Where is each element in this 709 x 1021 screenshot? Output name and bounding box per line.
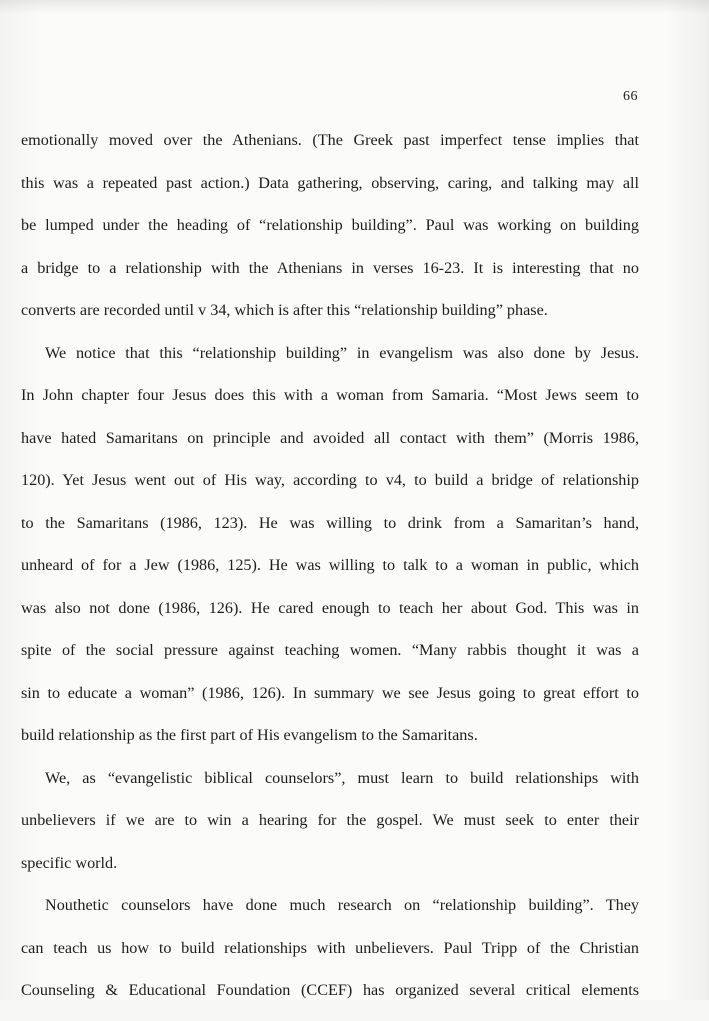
text-line: spite of the social pressure against teaching women. “Many rabbis thought it was a <box>21 641 639 659</box>
text-line: was also not done (1986, 126). He cared enough to teach her about God. This was in <box>21 598 639 617</box>
page-number: 66 <box>623 89 638 104</box>
text-line: to the Samaritans (1986, 123). He was willing to drink from a Samaritan’s hand, <box>21 513 639 532</box>
scan-shadow <box>0 0 709 14</box>
text-line: converts are recorded until v 34, which is after this “relationship building” phase. <box>21 301 548 319</box>
body-text <box>21 128 639 1021</box>
text-line: can teach us how to build relationships with unbelievers. Paul Tripp of the Christian <box>21 938 639 957</box>
text-line: In John chapter four Jesus does this with a woman from Samaria. “Most Jews seem to <box>21 386 639 404</box>
text-line: this was a repeated past action.) Data gathering, observing, caring, and talking may all <box>21 173 639 192</box>
text-line: We, as “evangelistic biblical counselors”, must learn to build relationships with <box>45 768 639 787</box>
text-line: have hated Samaritans on principle and avoided all contact with them” (Morris 1986, <box>21 428 639 447</box>
text-line: Counseling & Educational Foundation (CCEF) has organized several critical elements <box>21 981 639 999</box>
text-line: emotionally moved over the Athenians. (The Greek past imperfect tense implies that <box>21 131 639 149</box>
text-line: sin to educate a woman” (1986, 126). In summary we see Jesus going to great effort to <box>21 683 639 702</box>
text-line: 120). Yet Jesus went out of His way, according to v4, to build a bridge of relationship <box>21 471 639 489</box>
text-line: Nouthetic counselors have done much research on “relationship building”. They <box>45 896 639 914</box>
text-line: unheard of for a Jew (1986, 125). He was willing to talk to a woman in public, which <box>21 556 639 574</box>
text-line: build relationship as the first part of His evangelism to the Samaritans. <box>21 726 478 744</box>
text-line: We notice that this “relationship building” in evangelism was also done by Jesus. <box>45 343 639 362</box>
text-line: a bridge to a relationship with the Athenians in verses 16-23. It is interesting that no <box>21 258 639 277</box>
text-line: specific world. <box>21 853 118 872</box>
text-line: be lumped under the heading of “relationship building”. Paul was working on building <box>21 216 639 234</box>
text-line: unbelievers if we are to win a hearing for the gospel. We must seek to enter their <box>21 811 639 829</box>
